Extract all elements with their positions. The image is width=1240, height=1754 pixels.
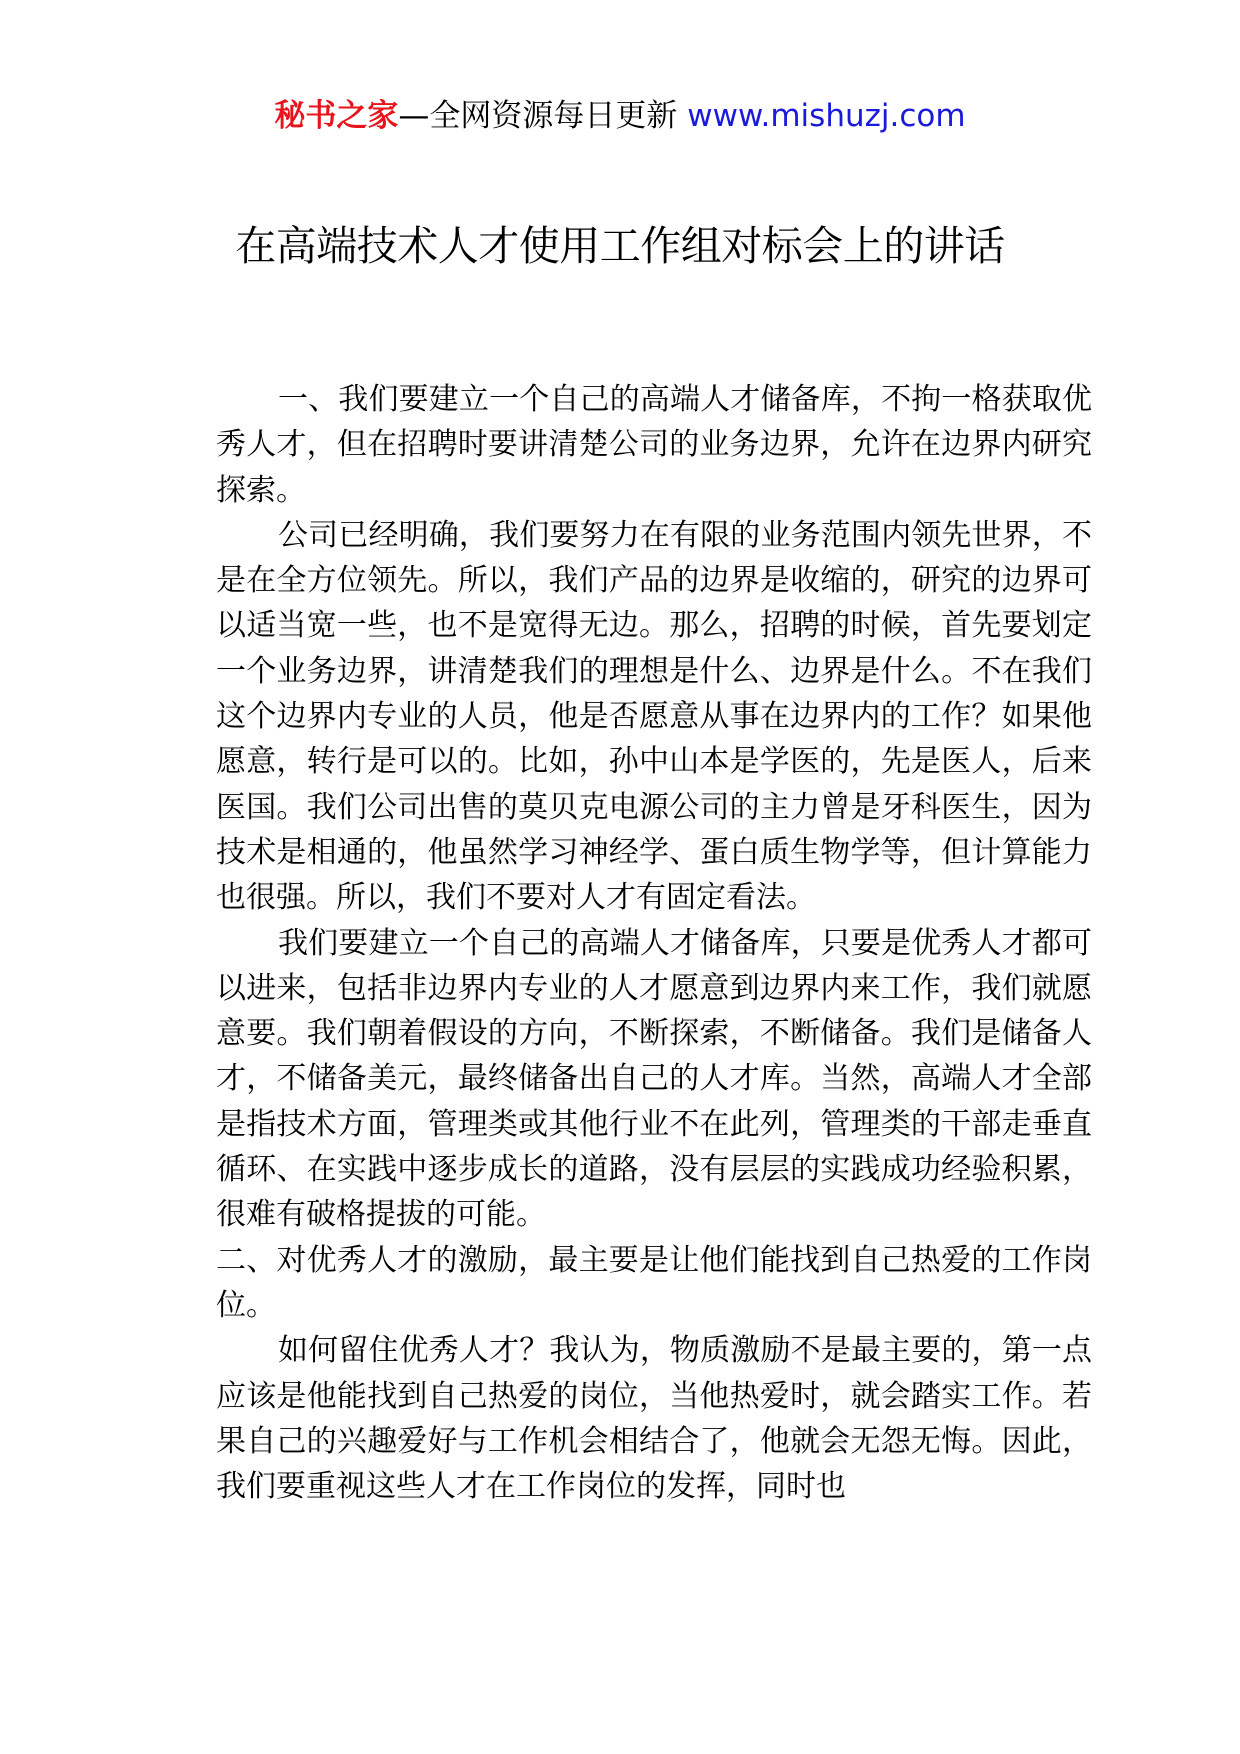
- paragraph-4: 如何留住优秀人才？我认为，物质激励不是最主要的，第一点应该是他能找到自己热爱的岗位，当他热爱时，就会踏实工作。若果自己的兴趣爱好与工作机会相结合了，他就会无怨无悔。因此，我们要重视这些人才在工作岗位的发挥，同时也: [216, 1333, 1092, 1505]
- paragraph-2: 公司已经明确，我们要努力在有限的业务范围内领先世界，不是在全方位领先。所以，我们产品的边界是收缩的，研究的边界可以适当宽一些，也不是宽得无边。那么，招聘的时候，首先要划定一个业务边界，讲清楚我们的理想是什么、边界是什么。不在我们这个边界内专业的人员，他是否愿意从事在边界内的工作？如果他愿意，转行是可以的。比如，孙中山本是学医的，先是医人，后来医国。我们公司出售的莫贝克电源公司的主力曾是牙科医生，因为技术是相通的，他虽然学习神经学、蛋白质生物学等，但计算能力也很强。所以，我们不要对人才有固定看法。: [216, 517, 1092, 916]
- paragraph-1: 一、我们要建立一个自己的高端人才储备库，不拘一格获取优秀人才，但在招聘时要讲清楚公司的业务边界，允许在边界内研究探索。: [216, 382, 1092, 508]
- paragraph-3: 我们要建立一个自己的高端人才储备库，只要是优秀人才都可以进来，包括非边界内专业的人才愿意到边界内来工作，我们就愿意要。我们朝着假设的方向，不断探索，不断储备。我们是储备人才，不储备美元，最终储备出自己的人才库。当然，高端人才全部是指技术方面，管理类或其他行业不在此列，管理类的干部走垂直循环、在实践中逐步成长的道路，没有层层的实践成功经验积累，很难有破格提拔的可能。: [216, 925, 1092, 1233]
- site-tagline: —全网资源每日更新: [398, 98, 688, 134]
- document-body: [216, 377, 1092, 1509]
- site-header: [0, 96, 1240, 136]
- site-brand: 秘书之家: [274, 98, 399, 134]
- document-title: 在高端技术人才使用工作组对标会上的讲话: [235, 222, 1005, 270]
- site-url[interactable]: www.mishuzj.com: [687, 98, 966, 134]
- section-heading-2: 二、对优秀人才的激励，最主要是让他们能找到自己热爱的工作岗位。: [216, 1242, 1092, 1323]
